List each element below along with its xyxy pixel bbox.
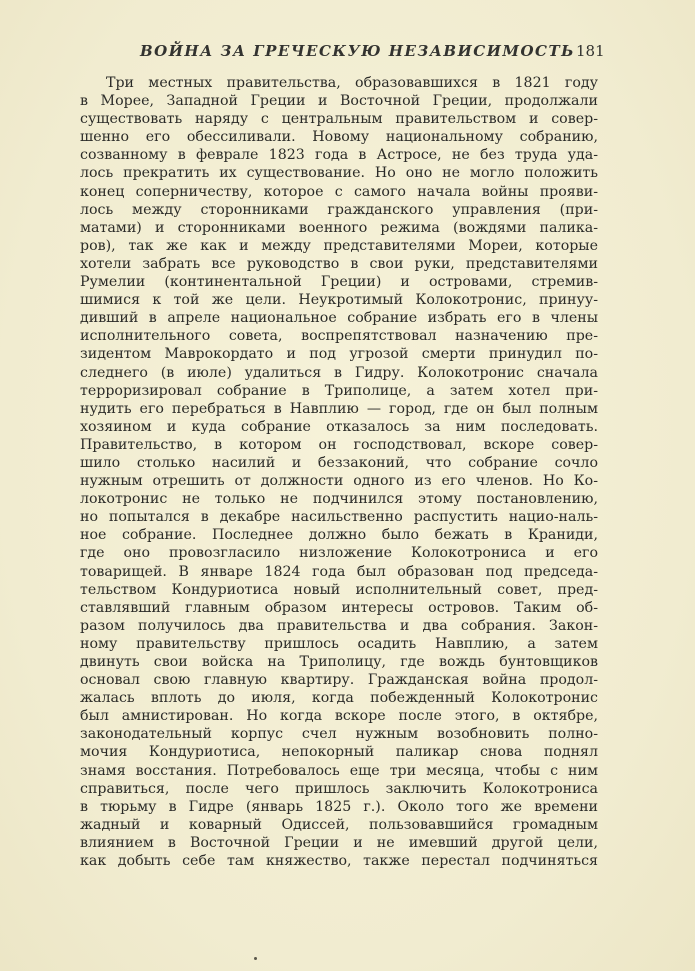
text-line: Румелии (континентальной Греции) и островами, стремив- [80, 274, 598, 291]
text-line: ному правительству пришлось осадить Навплию, а затем [80, 635, 598, 652]
text-line: жадный и коварный Одиссей, пользовавшийся громадным [80, 816, 598, 833]
text-line: двинуть свои войска на Триполицу, где вождь бунтовщиков [80, 654, 598, 670]
text-line: мочия Кондуриотиса, непокорный паликар снова поднял [80, 744, 598, 761]
running-title: ВОЙНА ЗА ГРЕЧЕСКУЮ НЕЗАВИСИМОСТЬ [140, 42, 576, 60]
text-line: Три местных правительства, образовавшихся в 1821 году [106, 75, 598, 91]
text-line: знамя восстания. Потребовалось еще три месяца, чтобы с ним [80, 762, 598, 779]
text-line: разом получилось два правительства и два собрания. Закон- [80, 617, 598, 634]
text-line: конец соперничеству, которое с самого начала войны прояви- [80, 183, 598, 200]
text-line: лось прекратить их существование. Но оно не могло положить [80, 165, 598, 182]
text-line: шило столько насилий и беззаконий, что собрание сочло [80, 454, 598, 471]
text-line: в Морее, Западной Греции и Восточной Греции, продолжали [80, 93, 598, 110]
text-line: был амнистирован. Но когда вскоре после этого, в октябре, [80, 708, 598, 725]
text-line: влиянием в Восточной Греции и не имевший другой цели, [80, 834, 598, 851]
text-line: ное собрание. Последнее должно было бежать в Краниди, [80, 527, 598, 544]
text-line: в тюрьму в Гидре (январь 1825 г.). Около того же времени [80, 798, 598, 815]
text-line: но попытался в декабре насильственно распустить нацио-наль- [80, 509, 598, 526]
text-line: исполнительного совета, воспрепятствовал назначению пре- [80, 328, 598, 345]
page-number: 181 [576, 42, 605, 60]
text-line: товарищей. В январе 1824 года был образован под председа- [80, 563, 598, 580]
text-line: законодательный корпус счел нужным возобновить полно- [80, 726, 598, 743]
text-line: следнего (в июле) удалиться в Гидру. Колокотронис сначала [80, 364, 598, 381]
text-line: ставлявший главным образом интересы островов. Таким об- [80, 599, 598, 616]
text-line: зидентом Маврокордато и под угрозой смерти принудил по- [80, 346, 598, 363]
text-line: как добыть себе там княжество, также перестал подчиняться [80, 853, 598, 870]
text-line: тельством Кондуриотиса новый исполнительный совет, пред- [80, 581, 598, 598]
text-line: Правительство, в котором он господствовал, вскоре совер- [80, 436, 598, 453]
text-line: дивший в апреле национальное собрание избрать его в члены [80, 310, 598, 327]
text-line: справиться, после чего пришлось заключить Колокотрониса [80, 780, 598, 797]
text-line: нужным отрешить от должности одного из его членов. Но Ко- [80, 473, 598, 490]
text-line: существовать наряду с центральным правительством и совер- [80, 111, 598, 128]
text-line: лось между сторонниками гражданского управления (при- [80, 201, 598, 218]
text-line: основал свою главную квартиру. Гражданская война продол- [80, 672, 598, 689]
text-line: терроризировал собрание в Триполице, а затем хотел при- [80, 382, 598, 399]
text-line: созванному в феврале 1823 года в Астросе, не без труда уда- [80, 147, 598, 164]
text-line: жалась вплоть до июля, когда побежденный Колокотронис [80, 690, 598, 707]
print-speck [254, 957, 257, 960]
text-line: хозяином и куда собрание отказалось за ним последовать. [80, 418, 598, 435]
text-line: где оно провозгласило низложение Колокотрониса и его [80, 545, 598, 562]
text-line: хотели забрать все руководство в свои руки, представителями [80, 255, 598, 272]
text-line: матами) и сторонниками военного режима (вождями паликa- [80, 219, 598, 236]
text-line: нудить его перебраться в Навплию — город, где он был полным [80, 400, 598, 417]
text-line: шимися к той же цели. Неукротимый Колокотронис, принуу- [80, 292, 598, 309]
text-line: шенно его обессиливали. Новому национальному собранию, [80, 129, 598, 146]
body-text [80, 74, 598, 870]
text-line: локотронис не только не подчинился этому постановлению, [80, 491, 598, 508]
text-line: ров), так же как и между представителями Мореи, которые [80, 237, 598, 254]
